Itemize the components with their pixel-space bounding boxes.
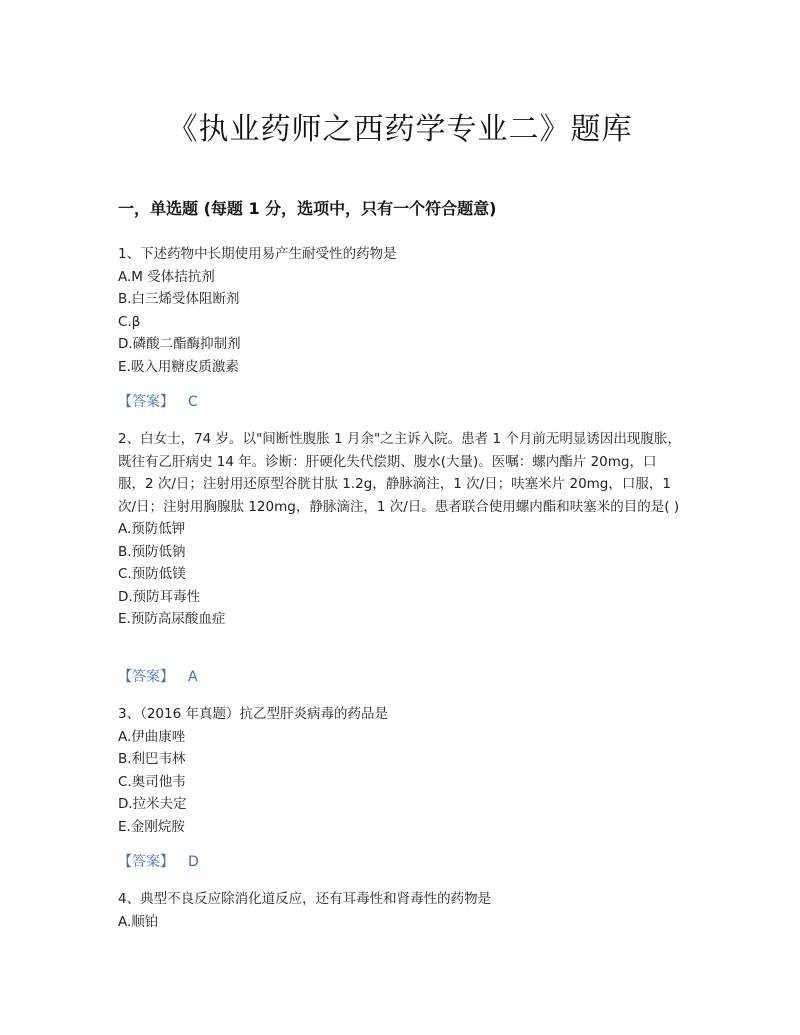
answer-label: 【答案】 xyxy=(118,854,174,870)
option-c: C.奥司他韦 xyxy=(118,773,186,790)
option-a: A.预防低钾 xyxy=(118,521,186,537)
option-e: E.预防高尿酸血症 xyxy=(118,611,226,627)
answer-value: A xyxy=(188,669,198,685)
question-stem: 4、典型不良反应除消化道反应，还有耳毒性和肾毒性的药物是 xyxy=(118,891,492,907)
option-e: E.吸入用糖皮质激素 xyxy=(118,358,239,375)
option-c: C.β xyxy=(118,313,141,330)
answer-line-1 xyxy=(118,391,198,413)
option-a: A.顺铂 xyxy=(118,913,159,930)
option-d: D.预防耳毒性 xyxy=(118,588,201,605)
question-stem: 2、白女士，74 岁。以"间断性腹胀 1 月余"之主诉入院。患者 1 个月前无明显诱因出现腹胀，既往有乙肝病史 14 年。诊断：肝硬化失代偿期、腹水(大量)。医嘱：螺内酯片 20mg，口服，2 次/日；注射用还原型谷胱甘肽 1.2g，静脉滴注，1 次/日；呋塞米片 20mg，口服，1 次/日；注射用胸腺肽 120mg，静脉滴注，1 次/日。患者联合使用螺内酯和呋塞米的目的是( ) xyxy=(118,431,681,515)
option-a: A.伊曲康唑 xyxy=(118,728,186,745)
question-stem: 1、下述药物中长期使用易产生耐受性的药物是 xyxy=(118,246,397,262)
answer-label: 【答案】 xyxy=(118,669,174,685)
question-2 xyxy=(118,428,683,631)
option-d: D.磷酸二酯酶抑制剂 xyxy=(118,336,241,352)
option-b: B.利巴韦林 xyxy=(118,751,186,767)
answer-label: 【答案】 xyxy=(118,394,174,410)
section-heading: 一，单选题 (每题 1 分，选项中，只有一个符合题意) xyxy=(118,199,497,218)
answer-line-3 xyxy=(118,851,199,873)
question-stem: 3、（2016 年真题）抗乙型肝炎病毒的药品是 xyxy=(118,706,388,722)
option-d: D.拉米夫定 xyxy=(118,796,187,812)
option-c: C.预防低镁 xyxy=(118,566,186,582)
answer-value: C xyxy=(188,394,198,410)
option-a: A.M 受体拮抗剂 xyxy=(118,268,215,285)
question-1 xyxy=(118,243,683,378)
option-b: B.预防低钠 xyxy=(118,543,186,560)
option-b: B.白三烯受体阻断剂 xyxy=(118,291,240,307)
option-e: E.金刚烷胺 xyxy=(118,818,185,835)
question-4 xyxy=(118,888,683,933)
answer-line-2 xyxy=(118,666,198,688)
question-3 xyxy=(118,703,683,838)
answer-value: D xyxy=(188,854,199,870)
document-title: 《执业药师之西药学专业二》题库 xyxy=(167,112,633,147)
